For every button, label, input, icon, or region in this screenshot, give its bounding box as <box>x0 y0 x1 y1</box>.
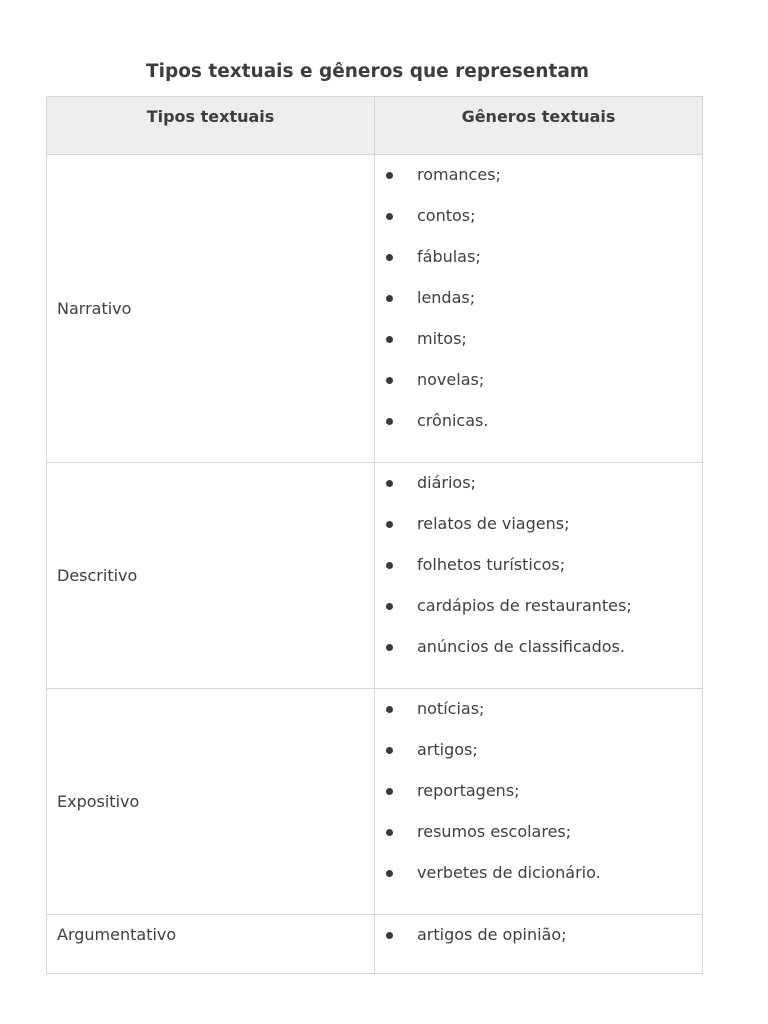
list-item <box>375 204 702 245</box>
list-item <box>375 553 702 594</box>
genres-cell-descritivo <box>375 463 703 689</box>
genre-label: artigos de opinião; <box>417 925 567 944</box>
table-row <box>47 463 703 689</box>
genre-label: crônicas. <box>417 411 489 430</box>
list-item <box>375 861 702 902</box>
genre-label: diários; <box>417 473 476 492</box>
genre-list <box>375 915 702 964</box>
genre-list <box>375 155 702 462</box>
genre-label: fábulas; <box>417 247 481 266</box>
list-item <box>375 245 702 286</box>
list-item <box>375 512 702 553</box>
genre-label: reportagens; <box>417 781 520 800</box>
table-header-row <box>47 97 703 155</box>
genres-cell-expositivo <box>375 689 703 915</box>
genre-label: novelas; <box>417 370 485 389</box>
list-item <box>375 820 702 861</box>
genre-label: mitos; <box>417 329 467 348</box>
genre-list <box>375 463 702 688</box>
list-item <box>375 779 702 820</box>
column-header-genres: Gêneros textuais <box>375 97 703 155</box>
bullet-icon <box>386 603 393 610</box>
column-header-types: Tipos textuais <box>47 97 375 155</box>
genre-label: artigos; <box>417 740 478 759</box>
list-item <box>375 635 702 676</box>
genre-label: romances; <box>417 165 501 184</box>
page-title: Tipos textuais e gêneros que representam <box>146 61 590 82</box>
bullet-icon <box>386 562 393 569</box>
bullet-icon <box>386 870 393 877</box>
bullet-icon <box>386 829 393 836</box>
genres-table <box>46 96 703 974</box>
list-item <box>375 163 702 204</box>
genre-label: cardápios de restaurantes; <box>417 596 632 615</box>
list-item <box>375 594 702 635</box>
list-item <box>375 923 702 964</box>
bullet-icon <box>386 418 393 425</box>
bullet-icon <box>386 213 393 220</box>
genre-label: lendas; <box>417 288 476 307</box>
genre-label: folhetos turísticos; <box>417 555 566 574</box>
genre-label: verbetes de dicionário. <box>417 863 601 882</box>
bullet-icon <box>386 295 393 302</box>
genres-cell-narrativo <box>375 155 703 463</box>
genre-label: relatos de viagens; <box>417 514 570 533</box>
bullet-icon <box>386 480 393 487</box>
list-item <box>375 697 702 738</box>
bullet-icon <box>386 336 393 343</box>
type-cell-descritivo: Descritivo <box>47 463 375 689</box>
list-item <box>375 471 702 512</box>
bullet-icon <box>386 377 393 384</box>
bullet-icon <box>386 788 393 795</box>
list-item <box>375 738 702 779</box>
bullet-icon <box>386 254 393 261</box>
type-cell-expositivo: Expositivo <box>47 689 375 915</box>
genres-cell-argumentativo <box>375 915 703 974</box>
bullet-icon <box>386 644 393 651</box>
table-row <box>47 915 703 974</box>
list-item <box>375 327 702 368</box>
bullet-icon <box>386 747 393 754</box>
genre-label: anúncios de classificados. <box>417 637 625 656</box>
genre-label: notícias; <box>417 699 485 718</box>
bullet-icon <box>386 172 393 179</box>
bullet-icon <box>386 706 393 713</box>
genre-label: resumos escolares; <box>417 822 572 841</box>
genre-list <box>375 689 702 914</box>
table-row <box>47 155 703 463</box>
table-row <box>47 689 703 915</box>
bullet-icon <box>386 932 393 939</box>
genre-label: contos; <box>417 206 476 225</box>
bullet-icon <box>386 521 393 528</box>
list-item <box>375 286 702 327</box>
type-cell-argumentativo: Argumentativo <box>47 915 375 974</box>
list-item <box>375 368 702 409</box>
type-cell-narrativo: Narrativo <box>47 155 375 463</box>
list-item <box>375 409 702 450</box>
